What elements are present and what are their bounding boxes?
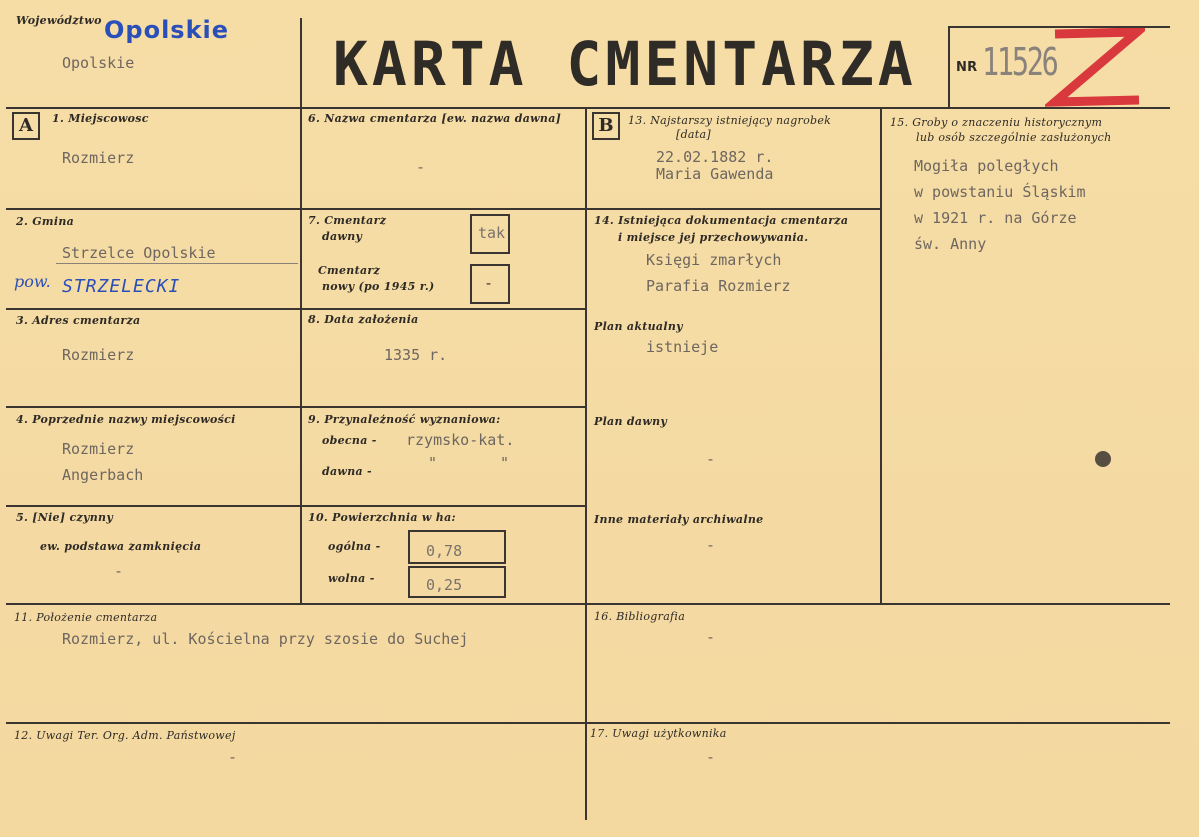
f10-wolna-value: 0,25 xyxy=(426,576,463,594)
row-rule-3 xyxy=(6,406,586,408)
row-rule-6 xyxy=(6,722,1170,724)
row-rule-2 xyxy=(6,308,586,310)
f13-label-2: [data] xyxy=(676,128,711,141)
f9-obecna-label: obecna - xyxy=(322,434,377,447)
f8-label: 8. Data założenia xyxy=(308,313,419,326)
f10-wolna-label: wolna - xyxy=(328,572,375,585)
f5-label: 5. [Nie] czynny xyxy=(16,511,114,524)
f9-dawna-value-1: " xyxy=(428,454,438,472)
f11-label: 11. Położenie cmentarza xyxy=(14,611,158,624)
f15-value-2: w powstaniu Śląskim xyxy=(914,183,1086,201)
f17-value: - xyxy=(706,748,716,766)
f7-label-2: dawny xyxy=(322,230,363,243)
pow-value: STRZELECKI xyxy=(62,276,181,297)
f5-sublabel: ew. podstawa zamknięcia xyxy=(40,540,202,553)
section-a-box: A xyxy=(12,112,40,140)
row-rule-1b xyxy=(586,208,882,210)
f17-label: 17. Uwagi użytkownika xyxy=(590,727,727,740)
nr-value: 11526 xyxy=(982,40,1057,84)
f2-label: 2. Gmina xyxy=(16,215,75,228)
plan-aktualny-label: Plan aktualny xyxy=(594,320,683,333)
row-rule-1 xyxy=(6,208,586,210)
inne-materialy-value: - xyxy=(706,536,716,554)
f12-value: - xyxy=(228,748,238,766)
f13-value-1: 22.02.1882 r. xyxy=(656,148,774,166)
f15-value-3: w 1921 r. na Górze xyxy=(914,209,1077,227)
f2-value: Strzelce Opolskie xyxy=(62,244,216,262)
pow-label: pow. xyxy=(14,272,51,291)
f4-label: 4. Poprzednie nazwy miejscowości xyxy=(16,413,236,426)
f11-value: Rozmierz, ul. Kościelna przy szosie do Suchej xyxy=(62,630,469,648)
nr-label: NR xyxy=(956,60,978,75)
f4-value-2: Angerbach xyxy=(62,466,144,484)
f9-dawna-value-2: " xyxy=(500,454,510,472)
f3-label: 3. Adres cmentarza xyxy=(16,314,141,327)
col-divider-1 xyxy=(300,108,302,604)
row-rule-pow xyxy=(56,263,298,264)
plan-dawny-value: - xyxy=(706,450,716,468)
f15-value-4: św. Anny xyxy=(914,235,987,253)
f14-label-2: i miejsce jej przechowywania. xyxy=(618,231,809,244)
f10-label: 10. Powierzchnia w ha: xyxy=(308,511,456,524)
card-title: KARTA CMENTARZA xyxy=(333,28,917,100)
f5-value: - xyxy=(114,562,124,580)
f9-obecna-value: rzymsko-kat. xyxy=(406,431,515,449)
wojewodztwo-stamp: Opolskie xyxy=(104,16,230,44)
row-rule-4 xyxy=(6,505,586,507)
f7-label-4: nowy (po 1945 r.) xyxy=(322,280,435,293)
f4-value-1: Rozmierz xyxy=(62,440,135,458)
f15-value-1: Mogiła poległych xyxy=(914,157,1059,175)
plan-aktualny-value: istnieje xyxy=(646,338,719,356)
ink-spot xyxy=(1095,451,1111,467)
f7-label-1: 7. Cmentarz xyxy=(308,214,387,227)
f15-label-2: lub osób szczególnie zasłużonych xyxy=(916,131,1112,144)
col-divider-2 xyxy=(585,108,587,820)
f12-label: 12. Uwagi Ter. Org. Adm. Państwowej xyxy=(14,729,236,742)
f7-nowy-value: - xyxy=(484,274,494,292)
category-z-mark xyxy=(1045,28,1145,110)
f7-label-3: Cmentarz xyxy=(318,264,381,277)
header-bottom-rule xyxy=(6,107,1170,109)
f14-label-1: 14. Istniejąca dokumentacja cmentarza xyxy=(594,214,849,227)
f3-value: Rozmierz xyxy=(62,346,135,364)
f13-label-1: 13. Najstarszy istniejący nagrobek xyxy=(628,114,832,127)
f9-label: 9. Przynależność wyznaniowa: xyxy=(308,413,501,426)
f8-value: 1335 r. xyxy=(384,346,448,364)
f14-value-2: Parafia Rozmierz xyxy=(646,277,791,295)
row-rule-5 xyxy=(6,603,1170,605)
col-divider-3 xyxy=(880,108,882,604)
f14-value-1: Księgi zmarłych xyxy=(646,251,782,269)
nr-box-left xyxy=(948,26,950,108)
f6-label: 6. Nazwa cmentarza [ew. nazwa dawna] xyxy=(308,112,562,125)
inne-materialy-label: Inne materiały archiwalne xyxy=(594,513,764,526)
f16-value: - xyxy=(706,628,716,646)
f10-ogolna-label: ogólna - xyxy=(328,540,381,553)
f1-label: 1. Miejscowosc xyxy=(52,112,149,125)
header-divider xyxy=(300,18,302,108)
f6-value: - xyxy=(416,158,426,176)
wojewodztwo-value: Opolskie xyxy=(62,54,135,72)
f7-dawny-value: tak xyxy=(478,224,506,242)
plan-dawny-label: Plan dawny xyxy=(594,415,668,428)
f15-label-1: 15. Groby o znaczeniu historycznym xyxy=(890,116,1103,129)
wojewodztwo-label: Województwo xyxy=(16,14,102,27)
f1-value: Rozmierz xyxy=(62,149,135,167)
section-b-box: B xyxy=(592,112,620,140)
f10-ogolna-value: 0,78 xyxy=(426,542,463,560)
f9-dawna-label: dawna - xyxy=(322,465,372,478)
f16-label: 16. Bibliografia xyxy=(594,610,686,623)
f13-value-2: Maria Gawenda xyxy=(656,165,774,183)
